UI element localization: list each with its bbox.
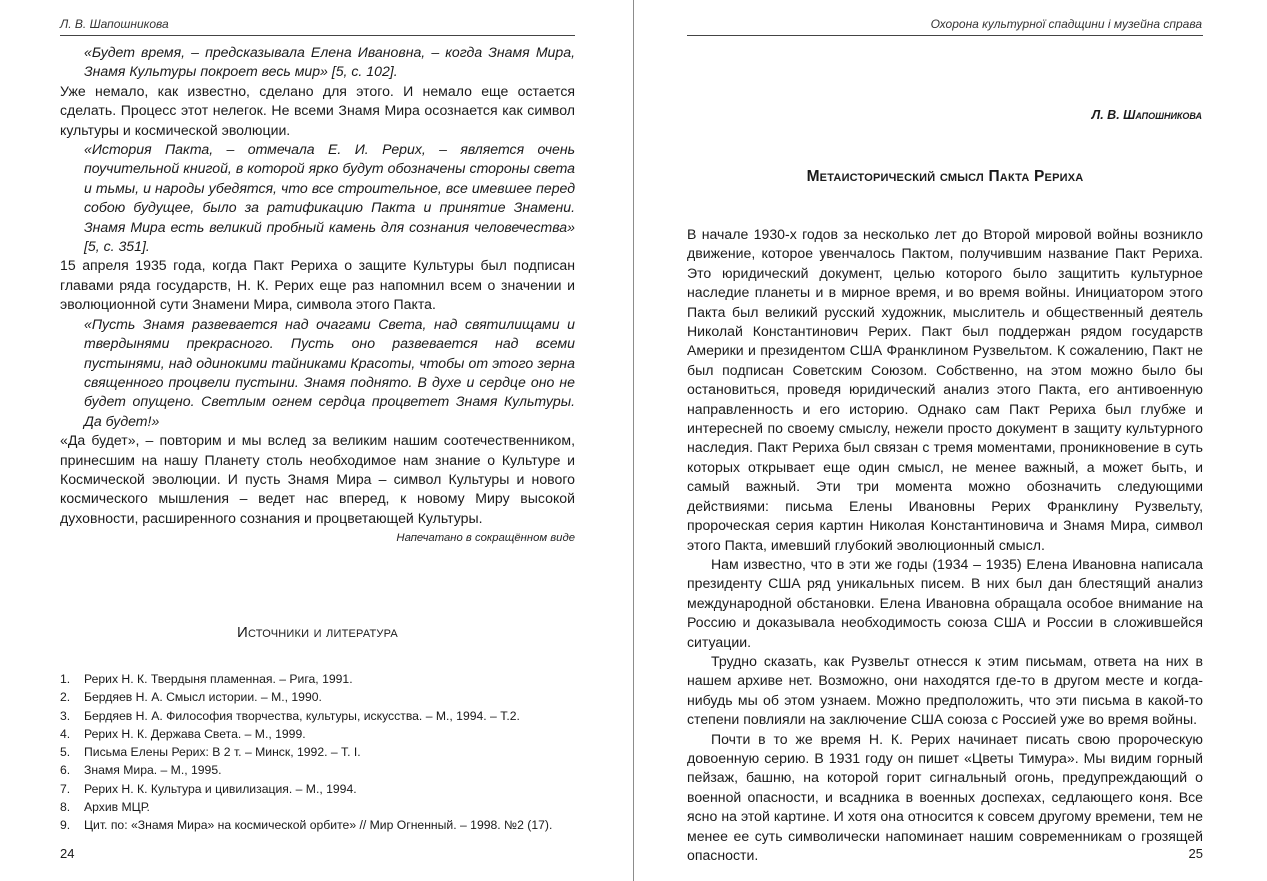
reference-item: 7. Рерих Н. К. Культура и цивилизация. – М., 1994. xyxy=(60,781,357,796)
body-paragraph: «Да будет», – повторим и мы вслед за великим нашим соотечественником, принесшим на нашу Планету столь необходимое нам знание о Культуре и Космической эволюции. И пусть Знамя Мира – символ Культуры и нового космического мышления – ведет нас вперед, к новому Миру высокой духовности, расширенного сознания и процветающей Культуры. xyxy=(60,432,575,526)
body-paragraph: В начале 1930-х годов за несколько лет до Второй мировой войны возникло движение, которое увенчалось Пактом, получившим название Пакт Рериха. Это юридический документ, целью которого было защитить культурное наследие планеты и в мирное время, и во время войны. Инициатором этого Пакта был великий русский художник, мыслитель и общественный деятель Николай Константинович Рерих. Пакт был поддержан рядом государств Америки и президентом США Франклином Рузвельтом. К сожалению, Пакт не был подписан Советским Союзом. Собственно, на этом можно было бы остановиться, проведя юридический анализ этого Пакта, его антивоенную направленность и его историю. Однако сам Пакт Рериха был глубже и интересней по своему смыслу, нежели просто документ в защиту культурного наследия. Пакт Рериха был связан с тремя моментами, проникновение в суть которых открывает еще один смысл, не менее важный, а может быть, и самый важный. Эти три момента можно обозначить следующими действиями: письма Елены Ивановны Рерих Франклину Рузвельту, пророческая серия картин Николая Константиновича и Знамя Мира, символ этого Пакта, имевший глубокий эволюционный смысл. xyxy=(687,226,1203,553)
article-author: Л. В. Шапошникова xyxy=(1091,108,1202,122)
reference-item: 9. Цит. по: «Знамя Мира» на космической орбите» // Мир Огненный. – 1998. №2 (17). xyxy=(60,818,553,833)
print-note: Напечатано в сокращённом виде xyxy=(396,532,575,544)
page-number-right: 25 xyxy=(1188,846,1203,861)
left-header-rule xyxy=(60,35,575,36)
quote-paragraph: «Пусть Знамя развевается над очагами Света, над святилищами и твердынями прекрасного. Пусть оно развевается над всеми пустынями, над одинокими тайниками Красоты, чтобы от этого зерна священного процвели пустыни. Знамя поднято. В духе и сердце оно не будет опущено. Светлым огнем сердца процветет Знамя Культуры. Да будет!» xyxy=(84,315,575,429)
left-running-head: Л. В. Шапошникова xyxy=(60,17,169,31)
page-number-left: 24 xyxy=(60,846,75,861)
quote-paragraph: «История Пакта, – отмечала Е. И. Рерих, – является очень поучительной книгой, в которой ярко будут обозначены стороны света и тьмы, и народы убедятся, что все строительное, все имевшее перед собою будущее, было за ратификацию Пакта и принятие Знамени. Знамя Мира есть великий пробный камень для сознания человечества» [5, с. 351]. xyxy=(84,141,575,255)
reference-item: 6. Знамя Мира. – М., 1995. xyxy=(60,763,222,778)
reference-list xyxy=(60,670,580,835)
body-paragraph: 15 апреля 1935 года, когда Пакт Рериха о защите Культуры был подписан главами ряда государств, Н. К. Рерих еще раз напомнил всем о значении и эволюционной сути Знамени Мира, символа этого Пакта. xyxy=(60,257,575,313)
right-running-head: Охорона культурної спадщини і музейна справа xyxy=(930,17,1202,31)
quote-paragraph: «Будет время, – предсказывала Елена Ивановна, – когда Знамя Мира, Знамя Культуры покроет весь мир» [5, с. 102]. xyxy=(84,44,575,80)
reference-item: 3. Бердяев Н. А. Философия творчества, культуры, искусства. – М., 1994. – Т.2. xyxy=(60,708,520,723)
reference-item: 2. Бердяев Н. А. Смысл истории. – М., 1990. xyxy=(60,690,322,705)
body-paragraph: Нам известно, что в эти же годы (1934 – 1935) Елена Ивановна написала президенту США ряд уникальных писем. В них был дан блестящий анализ международной обстановки. Елена Ивановна обращала особое внимание на Россию и доказывала необходимость союза США и России в сложившейся ситуации. xyxy=(687,555,1203,650)
body-paragraph: Почти в то же время Н. К. Рерих начинает писать свою пророческую довоенную серию. В 1931 году он пишет «Цветы Тимура». Мы видим горный пейзаж, башню, на которой горит сигнальный огонь, предупреждающий о военной опасности, и всадника в военных доспехах, седлающего коня. Все ясно на этой картине. И хотя она относится к совсем другому времени, тем не менее ее суть символически напоминает нашим современникам о грозящей опасности. xyxy=(687,730,1203,863)
reference-item: 4. Рерих Н. К. Держава Света. – М., 1999. xyxy=(60,726,306,741)
article-title: Метаисторический смысл Пакта Рериха xyxy=(806,168,1084,185)
reference-item: 8. Архив МЦР. xyxy=(60,800,150,815)
sources-heading: Источники и литература xyxy=(237,624,398,641)
right-header-rule xyxy=(687,35,1203,36)
reference-item: 5. Письма Елены Рерих: В 2 т. – Минск, 1992. – Т. I. xyxy=(60,745,361,760)
left-body-text xyxy=(60,43,575,528)
right-page xyxy=(634,0,1267,881)
body-paragraph: Уже немало, как известно, сделано для этого. И немало еще остается сделать. Процесс этот нелегок. Не всеми Знамя Мира осознается как символ культуры и космической эволюции. xyxy=(60,82,575,138)
body-paragraph: Трудно сказать, как Рузвельт отнесся к этим письмам, ответа на них в нашем архиве нет. Возможно, они находятся где-то в другом месте и когда-нибудь мы об этом узнаем. Можно предположить, что эти письма в какой-то степени повлияли на заключение США союза с Россией уже во время войны. xyxy=(687,652,1203,728)
right-body-text xyxy=(687,225,1203,865)
reference-item: 1. Рерих Н. К. Твердыня пламенная. – Рига, 1991. xyxy=(60,672,353,686)
